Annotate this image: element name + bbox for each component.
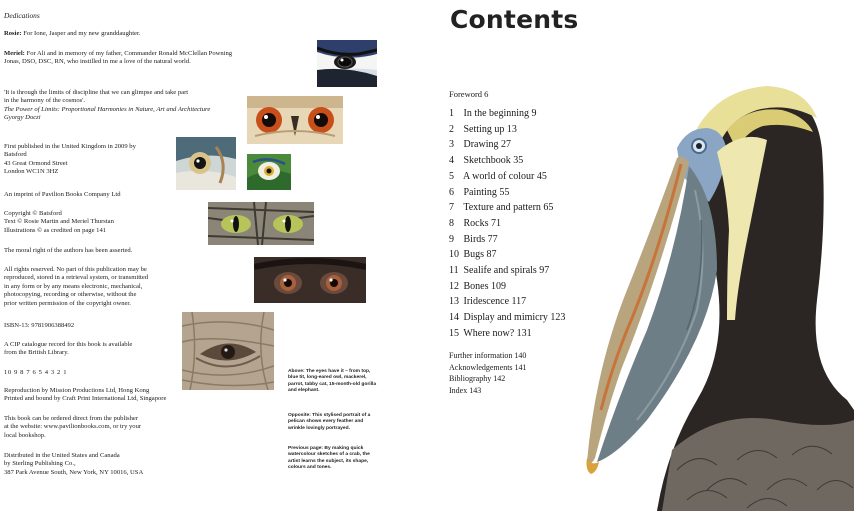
rights-line-5: prior written permission of the copyright owner. (4, 299, 131, 307)
publisher-block (4, 143, 184, 177)
owl-eyes-icon (247, 96, 343, 144)
cip-line-2: from the British Library. (4, 349, 69, 357)
dist-line-1: Distributed in the United States and Canada (4, 452, 120, 459)
toc-entry-title: Birds 77 (463, 233, 498, 245)
toc-entry-title: Rocks 71 (463, 217, 501, 229)
distribution-block (4, 452, 254, 477)
gorilla-eyes-illustration (254, 257, 366, 303)
toc-entry-number: 15 (449, 327, 459, 339)
toc-entry-title: Setting up 13 (463, 123, 517, 135)
toc-entry-title: A world of colour 45 (462, 170, 547, 182)
toc-entry-title: Iridescence 117 (463, 296, 527, 308)
publisher-line-4: London WC1N 3HZ (4, 168, 59, 176)
moral-right-line: The moral right of the authors has been asserted. (4, 247, 133, 254)
publisher-line-1: First published in the United Kingdom in 2009 by (4, 143, 136, 150)
repro-line-2: Printed and bound by Craft Print International Ltd, Singapore (4, 395, 167, 403)
copyright-block (4, 210, 204, 235)
order-line-3: local bookshop. (4, 431, 46, 439)
toc-entry-title: Sketchbook 35 (463, 155, 524, 167)
imprint-line: An imprint of Pavilion Books Company Ltd (4, 191, 121, 198)
toc-entry-number: 10 (449, 249, 459, 261)
print-line: 10 9 8 7 6 5 4 3 2 1 (4, 369, 68, 376)
toc-entry-title: Display and mimicry 123 (463, 312, 566, 324)
order-block (4, 415, 254, 440)
gorilla-eyes-icon (254, 257, 366, 303)
right-page (427, 0, 854, 511)
toc-entry-title: Bones 109 (463, 280, 506, 292)
rights-line-3: in any form or by any means electronic, mechanical, (4, 282, 143, 290)
toc-entry-number: 7 (449, 202, 454, 214)
dist-line-2: by Sterling Publishing Co., (4, 460, 76, 468)
pelican-illustration (577, 70, 854, 511)
backmatter-bibliography[interactable]: Bibliography 142 (449, 374, 506, 384)
elephant-eye-illustration (182, 312, 274, 390)
blue-tit-eye-icon (317, 40, 377, 87)
tabby-cat-eyes-icon (208, 202, 314, 245)
rosie-name: Rosie: (4, 30, 22, 37)
meriel-text-2: Jonas, DSO, DSC, RN, who instilled in me a love of the natural world. (4, 58, 191, 66)
caption-opposite: Opposite: This stylised portrait of a pelican shows every feather and wrinkle lovingly portrayed. (288, 413, 371, 431)
toc-entry-number: 14 (449, 312, 459, 324)
publisher-line-2: Batsford (4, 151, 27, 159)
toc-entry-number: 13 (449, 296, 459, 308)
toc-entry-number: 5 (449, 170, 454, 182)
dedication-rosie (4, 30, 304, 38)
toc-foreword[interactable]: Foreword 6 (449, 89, 489, 99)
rosie-text: For Ione, Jasper and my new granddaughter. (23, 30, 141, 37)
toc-entry-number: 6 (449, 186, 454, 198)
owl-eyes-illustration (247, 96, 343, 144)
toc-entry-number: 1 (449, 108, 454, 119)
backmatter-acknowledgements[interactable]: Acknowledgements 141 (449, 362, 527, 372)
rights-line-4: photocopying, recording or otherwise, without the (4, 291, 137, 299)
dedications-heading: Dedications (4, 11, 40, 20)
mackerel-eye-icon (176, 137, 236, 190)
caption-previous: Previous page: By making quick watercolour sketches of a crab, the artist learns the subject, its shape, colours and tones. (288, 446, 370, 470)
cip-line-1: A CIP catalogue record for this book is available (4, 341, 133, 348)
copyright-line-3: Illustrations © as credited on page 141 (4, 226, 107, 234)
toc-entry-number: 12 (449, 280, 459, 292)
elephant-eye-icon (182, 312, 274, 390)
parrot-eye-illustration (247, 154, 291, 190)
pelican-icon (577, 70, 854, 511)
toc-entry-number: 3 (449, 139, 454, 151)
tabby-cat-eyes-illustration (208, 202, 314, 245)
rights-line-2: reproduced, stored in a retrieval system, or transmitted (4, 274, 149, 282)
quote-line-2: in the harmony of the cosmos'. (4, 97, 86, 105)
toc-entry-title: Sealife and spirals 97 (463, 265, 550, 277)
backmatter-further-information[interactable]: Further information 140 (449, 351, 527, 360)
isbn-line: ISBN-13: 9781906388492 (4, 322, 75, 329)
rights-line-1: All rights reserved. No part of this publication may be (4, 266, 147, 273)
rights-block (4, 266, 214, 308)
meriel-name: Meriel: (4, 50, 25, 57)
backmatter-index[interactable]: Index 143 (449, 385, 482, 395)
cip-block (4, 341, 204, 358)
order-line-1: This book can be ordered direct from the publisher (4, 415, 139, 422)
quote-source: The Power of Limits: Proportional Harmonies in Nature, Art and Architecture (4, 105, 211, 113)
order-line-2: at the website: www.pavilionbooks.com, or try your (4, 423, 142, 431)
toc-entry-title: Drawing 27 (463, 139, 511, 151)
toc-entry-number: 11 (449, 265, 459, 277)
mackerel-eye-illustration (176, 137, 236, 190)
meriel-text-1: For Ali and in memory of my father, Commander Ronald McClellan Powning (26, 50, 233, 57)
publisher-line-3: 43 Great Ormond Street (4, 159, 68, 167)
repro-line-1: Reproduction by Mission Productions Ltd, Hong Kong (4, 387, 150, 394)
contents-title: Contents (450, 5, 579, 34)
toc-entry-number: 9 (449, 233, 454, 245)
parrot-eye-icon (247, 154, 291, 190)
toc-entry-title: Texture and pattern 65 (463, 202, 554, 214)
toc-entry-title: Painting 55 (463, 186, 510, 198)
toc-entry-title: Where now? 131 (463, 327, 532, 339)
caption-above: Above: The eyes have it – from top, blue tit, long-eared owl, mackerel, parrot, tabby cat, 15-month-old gorilla and elephant. (288, 369, 377, 393)
toc-entry-number: 4 (449, 155, 454, 167)
quote-line-1: 'It is through the limits of discipline that we can glimpse and take part (4, 89, 189, 96)
toc-entry-number: 8 (449, 217, 454, 229)
dist-line-3: 387 Park Avenue South, New York, NY 10016, USA (4, 468, 144, 476)
dedication-meriel (4, 50, 304, 67)
quote-author: Gyorgy Doczi (4, 114, 41, 122)
toc-entry-title: Bugs 87 (463, 249, 497, 261)
copyright-line-2: Text © Rosie Martin and Meriel Thurstan (4, 218, 114, 226)
toc-entry-title: In the beginning 9 (463, 108, 537, 119)
copyright-line-1: Copyright © Batsford (4, 210, 62, 217)
blue-tit-eye-illustration (317, 40, 377, 87)
toc-entry-number: 2 (449, 123, 454, 135)
